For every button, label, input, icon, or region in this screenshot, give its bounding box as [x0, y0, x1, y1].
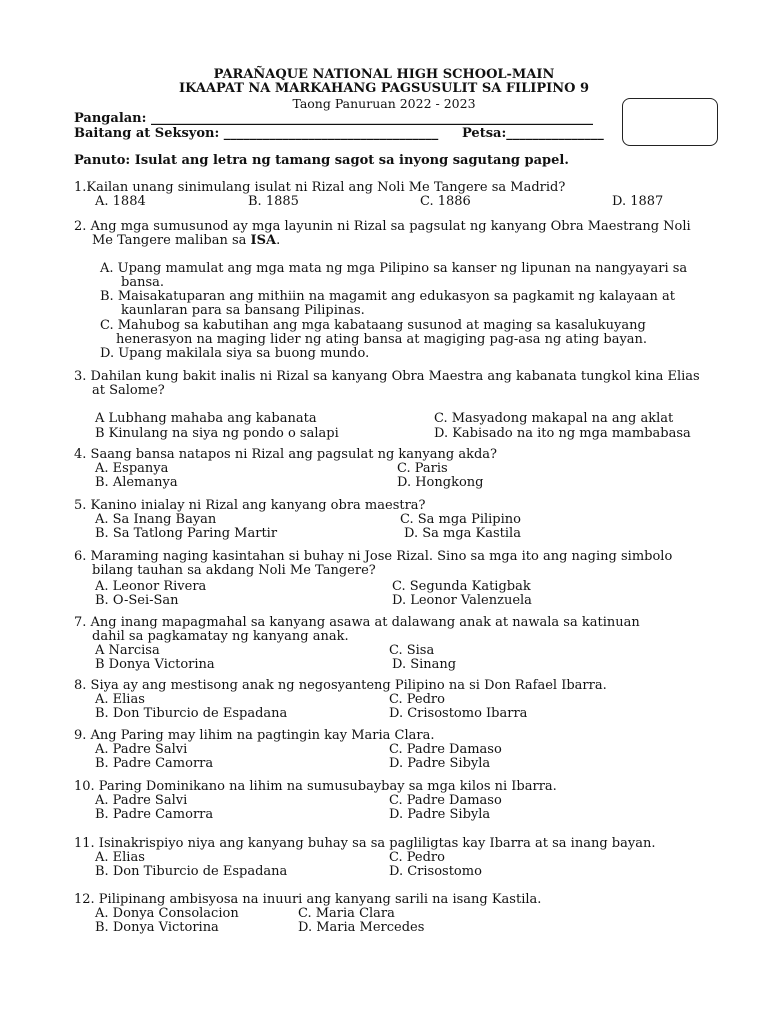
q11-option-b: B. Don Tiburcio de Espadana: [95, 864, 288, 879]
q2-option-b: B. Maisakatuparan ang mithiin na magamit ang edukasyon sa pagkamit ng kalayaan at: [100, 289, 675, 304]
question-9: 9. Ang Paring may lihim na pagtingin kay Maria Clara.: [74, 728, 435, 743]
instructions: Panuto: Isulat ang letra ng tamang sagot sa inyong sagutang papel.: [74, 153, 569, 168]
school-name: PARAÑAQUE NATIONAL HIGH SCHOOL-MAIN: [213, 67, 555, 82]
question-3-line2: at Salome?: [92, 383, 165, 398]
q8-option-b: B. Don Tiburcio de Espadana: [95, 706, 288, 721]
q7-option-c: C. Sisa: [389, 643, 435, 658]
q10-option-b: B. Padre Camorra: [95, 807, 214, 822]
q11-option-a: A. Elias: [95, 850, 145, 865]
q5-option-a: A. Sa Inang Bayan: [95, 512, 217, 527]
question-7: 7. Ang inang mapagmahal sa kanyang asawa at dalawang anak at nawala sa katinuan: [74, 615, 640, 630]
q9-option-d: D. Padre Sibyla: [389, 756, 491, 771]
q12-option-b: B. Donya Victorina: [95, 920, 219, 935]
question-2: 2. Ang mga sumusunod ay mga layunin ni Rizal sa pagsulat ng kanyang Obra Maestrang Noli: [74, 219, 691, 234]
school-year: Taong Panuruan 2022 - 2023: [292, 96, 476, 111]
question-5: 5. Kanino inialay ni Rizal ang kanyang obra maestra?: [74, 498, 426, 513]
exam-title: IKAAPAT NA MARKAHANG PAGSUSULIT SA FILIPINO 9: [178, 81, 589, 96]
question-12: 12. Pilipinang ambisyosa na inuuri ang kanyang sarili na isang Kastila.: [74, 892, 542, 907]
q2-option-c-cont: henerasyon na maging lider ng ating bansa at magiging pag-asa ng ating bayan.: [116, 332, 648, 347]
q9-option-b: B. Padre Camorra: [95, 756, 214, 771]
q2-option-b-cont: kaunlaran para sa bansang Pilipinas.: [121, 303, 365, 318]
score-box: [622, 98, 718, 146]
section-field: Baitang at Seksyon: _________________________________: [74, 126, 439, 141]
question-1: 1.Kailan unang sinimulang isulat ni Rizal ang Noli Me Tangere sa Madrid?: [74, 180, 566, 195]
question-6: 6. Maraming naging kasintahan si buhay ni Jose Rizal. Sino sa mga ito ang naging simbolo: [74, 549, 673, 564]
q2-option-c: C. Mahubog sa kabutihan ang mga kabataang susunod at maging sa kasalukuyang: [100, 318, 646, 333]
q12-option-a: A. Donya Consolacion: [95, 906, 239, 921]
q2-option-a: A. Upang mamulat ang mga mata ng mga Pilipino sa kanser ng lipunan na nangyayari sa: [100, 261, 688, 276]
q7-option-d: D. Sinang: [392, 657, 457, 672]
question-8: 8. Siya ay ang mestisong anak ng negosyanteng Pilipino na si Don Rafael Ibarra.: [74, 678, 607, 693]
question-10: 10. Paring Dominikano na lihim na sumusubaybay sa mga kilos ni Ibarra.: [74, 779, 557, 794]
q2-option-a-cont: bansa.: [121, 275, 164, 290]
question-3: 3. Dahilan kung bakit inalis ni Rizal sa kanyang Obra Maestra ang kabanata tungkol kina Elias: [74, 369, 700, 384]
q3-option-a: A Lubhang mahaba ang kabanata: [95, 411, 317, 426]
question-7-line2: dahil sa pagkamatay ng kanyang anak.: [92, 629, 349, 644]
q1-option-b: B. 1885: [248, 194, 299, 209]
q2-option-d: D. Upang makilala siya sa buong mundo.: [100, 346, 370, 361]
q1-option-a: A. 1884: [95, 194, 146, 209]
q7-option-a: A Narcisa: [95, 643, 160, 658]
q8-option-c: C. Pedro: [389, 692, 445, 707]
q1-option-d: D. 1887: [612, 194, 664, 209]
q5-option-b: B. Sa Tatlong Paring Martir: [95, 526, 278, 541]
q11-option-d: D. Crisostomo: [389, 864, 482, 879]
q12-option-d: D. Maria Mercedes: [298, 920, 425, 935]
q5-option-c: C. Sa mga Pilipino: [400, 512, 521, 527]
question-11: 11. Isinakrispiyo niya ang kanyang buhay sa sa pagliligtas kay Ibarra at sa inang bayan.: [74, 836, 656, 851]
question-2-line2: Me Tangere maliban sa ISA.: [92, 233, 281, 248]
q6-option-d: D. Leonor Valenzuela: [392, 593, 532, 608]
q4-option-c: C. Paris: [397, 461, 448, 476]
q8-option-a: A. Elias: [95, 692, 145, 707]
q8-option-d: D. Crisostomo Ibarra: [389, 706, 528, 721]
q12-option-c: C. Maria Clara: [298, 906, 395, 921]
q6-option-c: C. Segunda Katigbak: [392, 579, 531, 594]
question-4: 4. Saang bansa natapos ni Rizal ang pagsulat ng kanyang akda?: [74, 447, 498, 462]
q4-option-b: B. Alemanya: [95, 475, 178, 490]
q6-option-a: A. Leonor Rivera: [95, 579, 207, 594]
q5-option-d: D. Sa mga Kastila: [404, 526, 521, 541]
date-field: Petsa:_______________: [462, 126, 604, 141]
q10-option-d: D. Padre Sibyla: [389, 807, 491, 822]
q9-option-a: A. Padre Salvi: [95, 742, 188, 757]
q4-option-d: D. Hongkong: [397, 475, 484, 490]
name-field: Pangalan: ____________________________________________________________________: [74, 111, 593, 126]
q3-option-d: D. Kabisado na ito ng mga mambabasa: [434, 426, 691, 441]
q3-option-c: C. Masyadong makapal na ang aklat: [434, 411, 674, 426]
q11-option-c: C. Pedro: [389, 850, 445, 865]
q1-option-c: C. 1886: [420, 194, 471, 209]
q6-option-b: B. O-Sei-San: [95, 593, 179, 608]
q9-option-c: C. Padre Damaso: [389, 742, 502, 757]
q10-option-c: C. Padre Damaso: [389, 793, 502, 808]
q3-option-b: B Kinulang na siya ng pondo o salapi: [95, 426, 339, 441]
q7-option-b: B Donya Victorina: [95, 657, 215, 672]
q4-option-a: A. Espanya: [95, 461, 169, 476]
q10-option-a: A. Padre Salvi: [95, 793, 188, 808]
question-6-line2: bilang tauhan sa akdang Noli Me Tangere?: [92, 563, 376, 578]
